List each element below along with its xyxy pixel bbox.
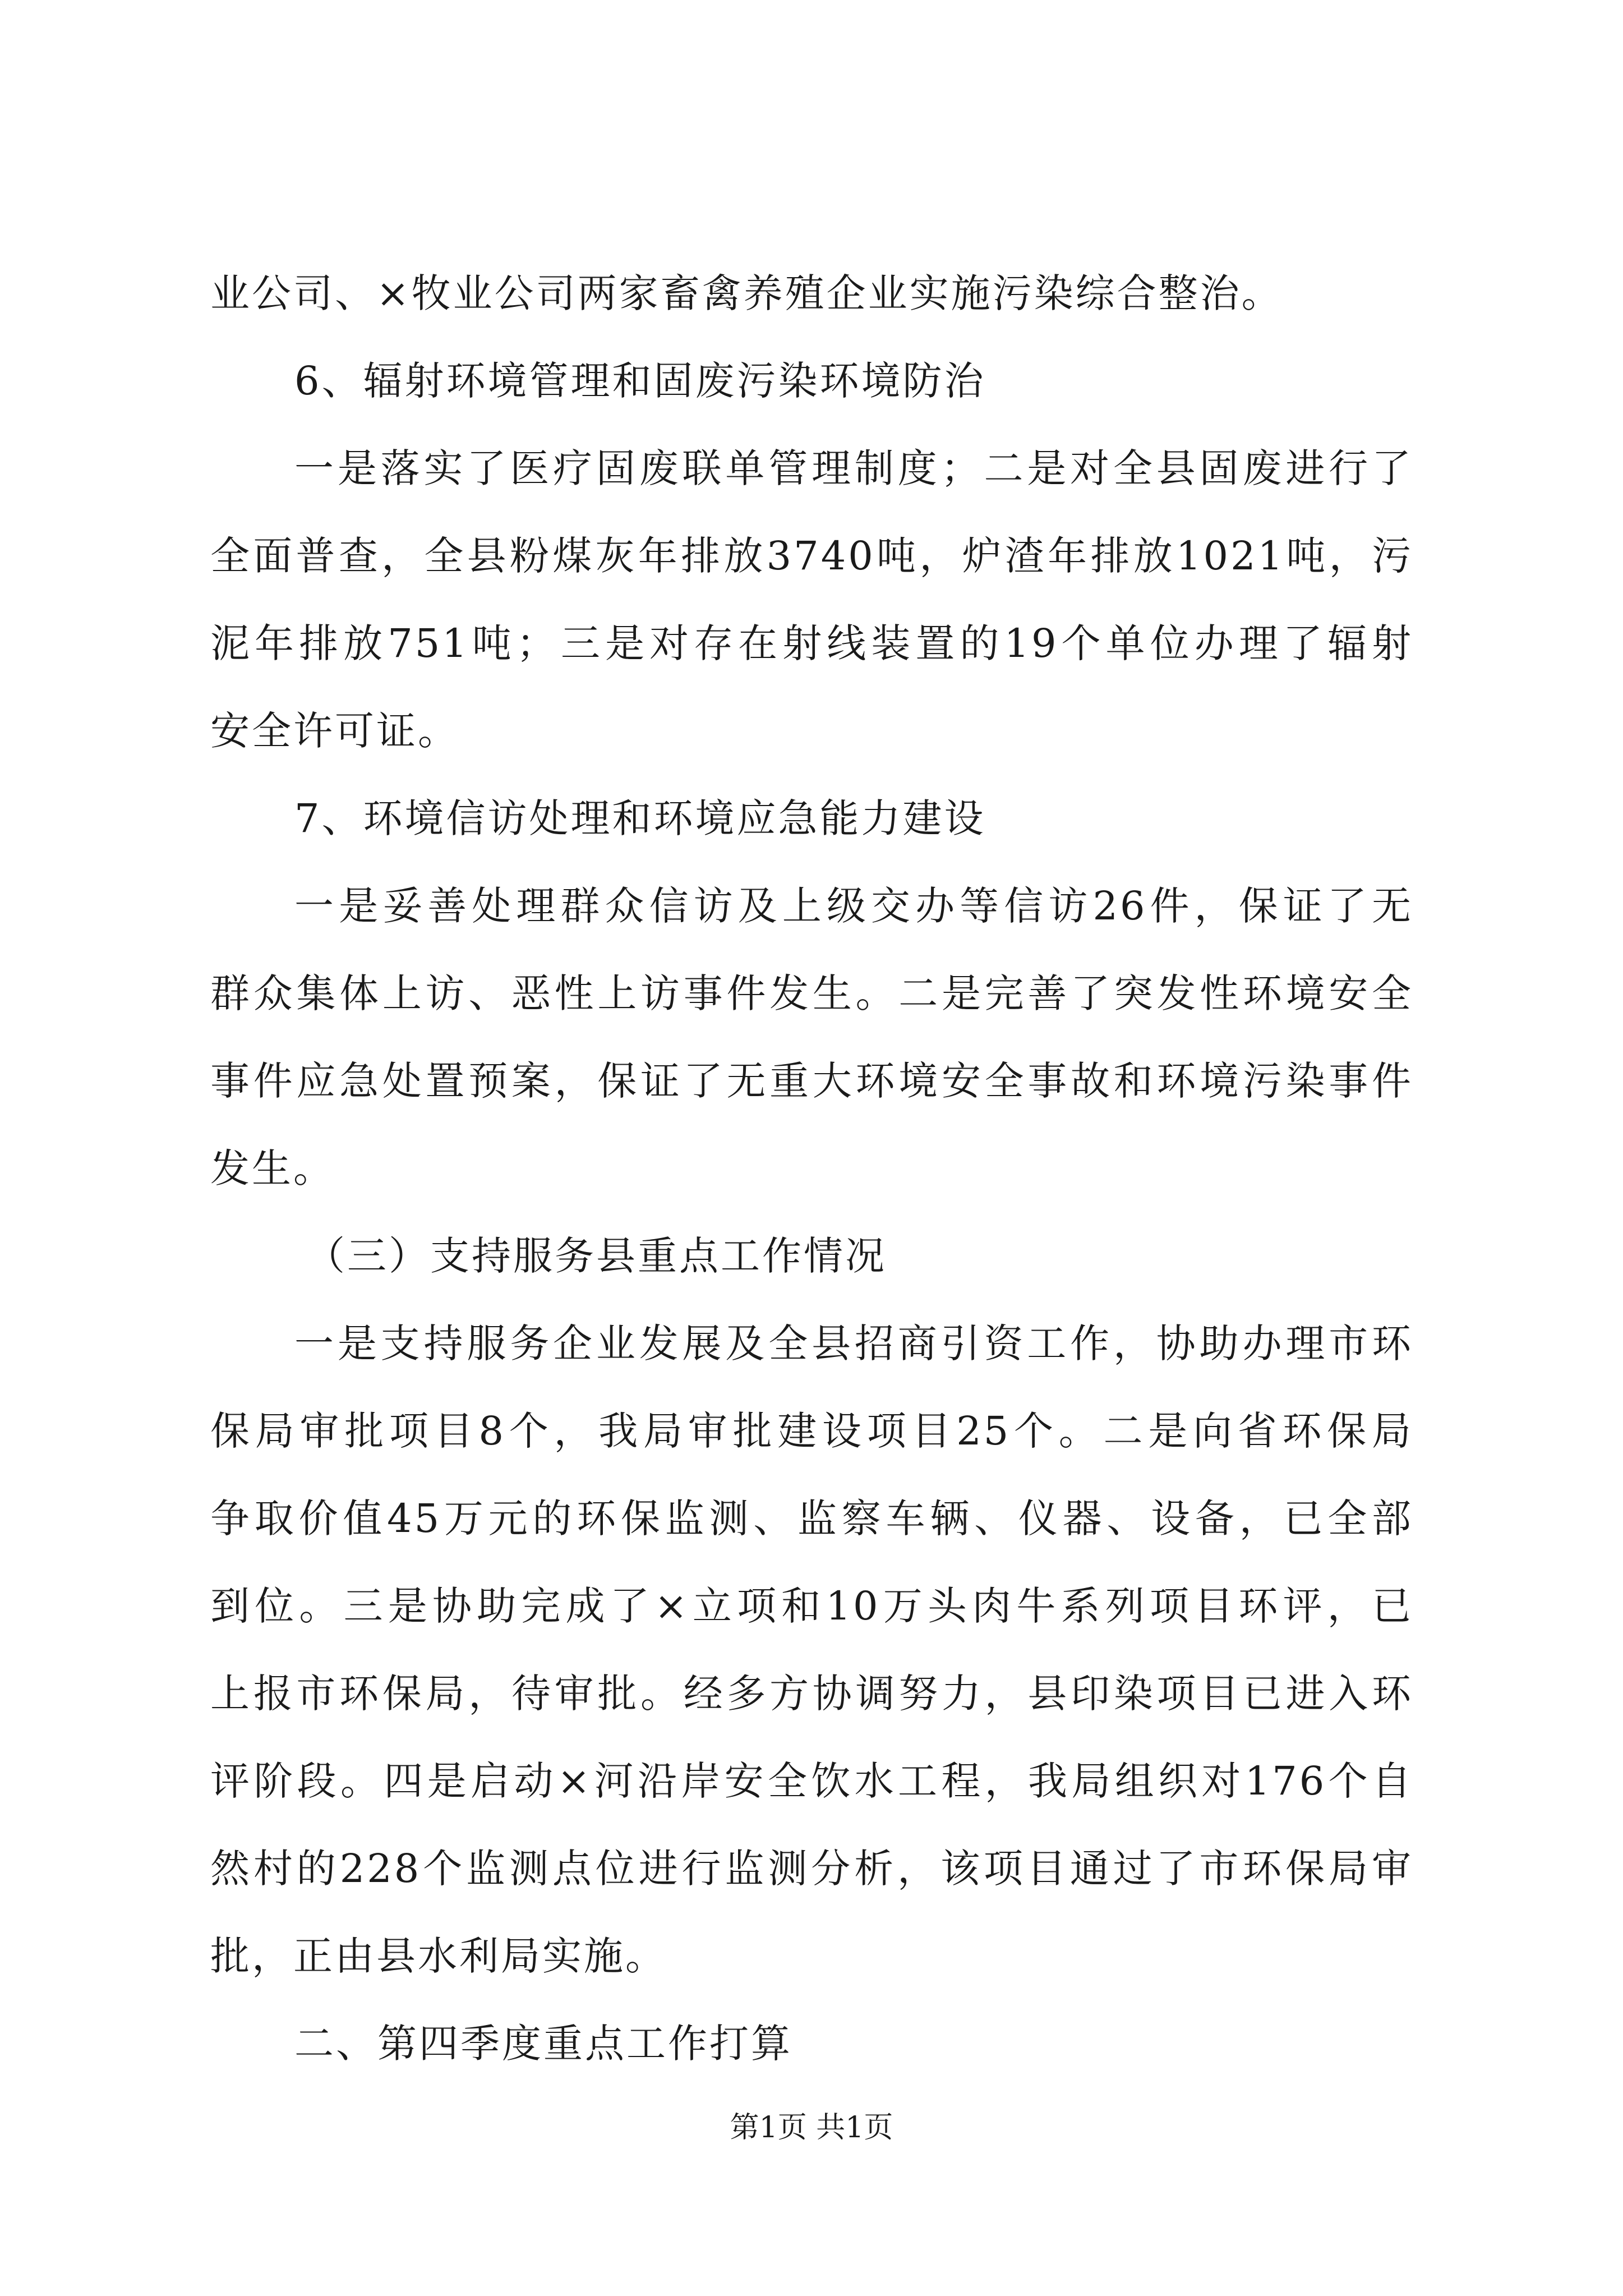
text-line: 上报市环保局，待审批。经多方协调努力，县印染项目已进入环	[210, 1671, 1413, 1717]
text-line: 事件应急处置预案，保证了无重大环境安全事故和环境污染事件	[210, 1058, 1413, 1104]
text-line: 一是妥善处理群众信访及上级交办等信访26件，保证了无	[294, 883, 1413, 929]
text-line: 争取价值45万元的环保监测、监察车辆、仪器、设备，已全部	[210, 1496, 1413, 1542]
text-line: 群众集体上访、恶性上访事件发生。二是完善了突发性环境安全	[210, 970, 1413, 1016]
text-line: 泥年排放751吨；三是对存在射线装置的19个单位办理了辐射	[210, 620, 1413, 666]
text-line: 到位。三是协助完成了×立项和10万头肉牛系列项目环评，已	[210, 1583, 1413, 1629]
text-line: 安全许可证。	[210, 708, 459, 754]
text-line: 发生。	[210, 1145, 335, 1191]
text-line: 全面普查，全县粉煤灰年排放3740吨，炉渣年排放1021吨，污	[210, 533, 1413, 579]
text-line: 保局审批项目8个，我局审批建设项目25个。二是向省环保局	[210, 1408, 1413, 1454]
section-heading: 二、第四季度重点工作打算	[294, 2021, 792, 2067]
section-heading: 6、辐射环境管理和固废污染环境防治	[294, 358, 986, 404]
document-body	[210, 250, 1413, 2087]
section-heading: 7、环境信访处理和环境应急能力建设	[294, 795, 986, 841]
section-heading: （三）支持服务县重点工作情况	[306, 1233, 887, 1279]
text-line: 一是支持服务企业发展及全县招商引资工作，协助办理市环	[294, 1320, 1413, 1366]
page-footer: 第1页 共1页	[730, 2111, 893, 2145]
text-line: 批，正由县水利局实施。	[210, 1933, 667, 1979]
text-line: 一是落实了医疗固废联单管理制度；二是对全县固废进行了	[294, 445, 1413, 491]
text-line: 评阶段。四是启动×河沿岸安全饮水工程，我局组织对176个自	[210, 1758, 1413, 1804]
text-line: 业公司、×牧业公司两家畜禽养殖企业实施污染综合整治。	[210, 270, 1283, 316]
text-line: 然村的228个监测点位进行监测分析，该项目通过了市环保局审	[210, 1846, 1413, 1892]
